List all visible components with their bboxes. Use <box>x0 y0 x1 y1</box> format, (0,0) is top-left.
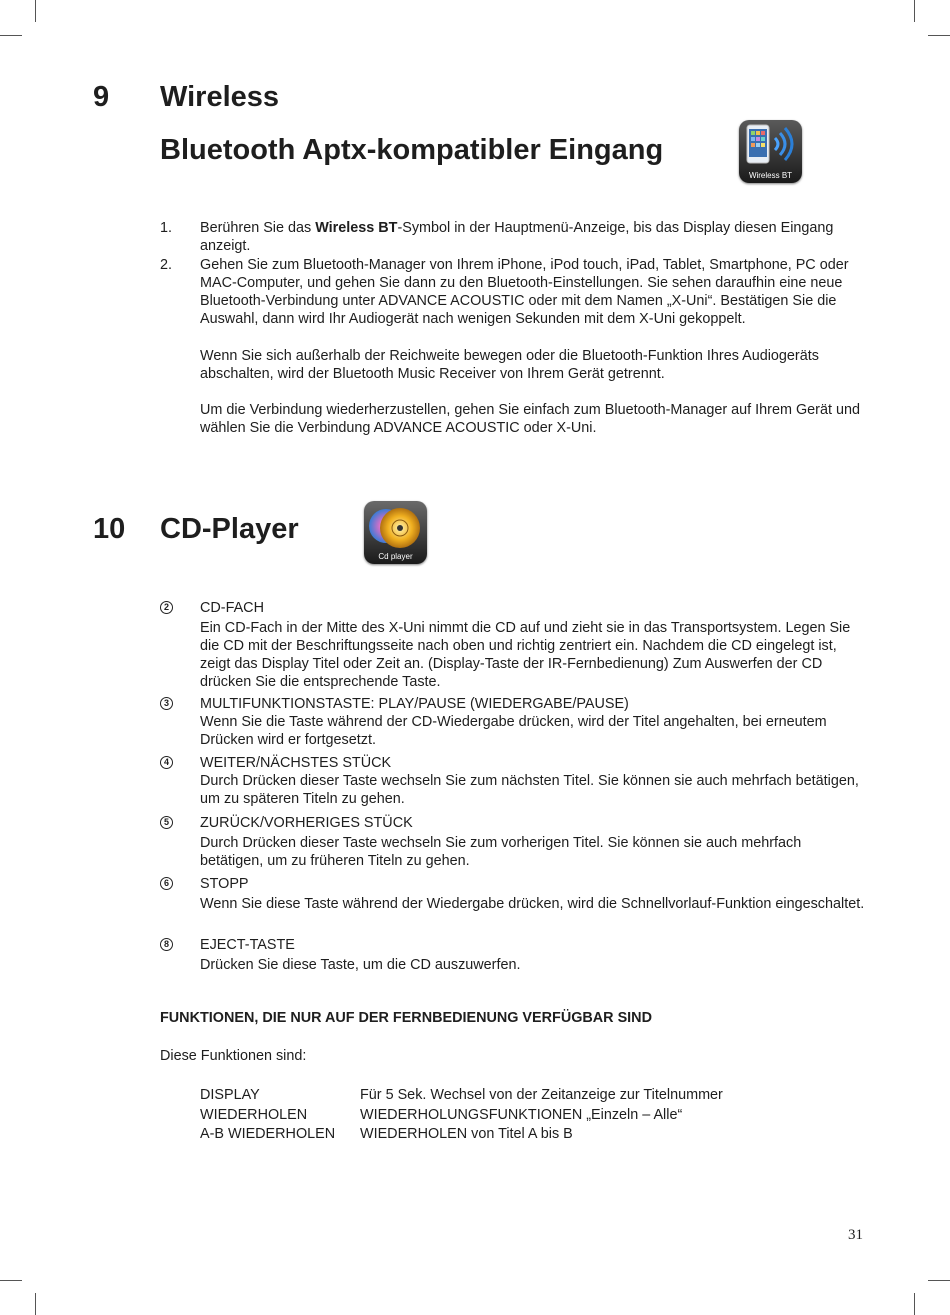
cd-item-eject <box>160 936 865 974</box>
section-9-number: 9 <box>93 81 110 113</box>
item-marker: 2 <box>160 601 173 614</box>
wireless-bt-icon-label: Wireless BT <box>748 171 793 180</box>
step-1 <box>160 219 865 255</box>
item-body: Wenn Sie diese Taste während der Wiedergabe drücken, wird die Schnellvorlauf-Funktion eingeschaltet. <box>200 896 865 912</box>
step-number: 1. <box>160 220 173 236</box>
step-text: Gehen Sie zum Bluetooth-Manager von Ihrem iPhone, iPod touch, iPad, Tablet, Smartphone, PC oder MAC-Computer, und gehen Sie dann zu den Bluetooth-Einstellungen. Sie sehen daraufhin eine neue Bluetooth-Verbindung unter ADVANCE ACOUSTIC oder mit dem Namen „X-Uni“. Bestätigen Sie die Auswahl, dann wird Ihr Audiogerät nach wenigen Sekunden mit dem X-Uni gekoppelt. <box>200 257 849 327</box>
paragraph: Um die Verbindung wiederherzustellen, gehen Sie einfach zum Bluetooth-Manager auf Ihrem Gerät und wählen Sie die Verbindung ADVANCE ACOUSTIC oder X-Uni. <box>200 402 860 436</box>
cd-item-next <box>160 754 865 808</box>
section-9-subtitle: Bluetooth Aptx-kompatibler Eingang <box>160 134 664 166</box>
cd-item-stop <box>160 875 865 913</box>
item-body: Wenn Sie die Taste während der CD-Wiedergabe drücken, wird der Titel angehalten, bei erneutem Drücken wird er fortgesetzt. <box>200 714 827 748</box>
crop-mark <box>914 0 915 22</box>
crop-mark <box>928 35 950 36</box>
item-heading: CD-FACH <box>200 600 264 616</box>
function-key: DISPLAY <box>200 1087 260 1103</box>
crop-mark <box>0 1280 22 1281</box>
item-heading: ZURÜCK/VORHERIGES STÜCK <box>200 815 413 831</box>
crop-mark <box>35 1293 36 1315</box>
function-key: WIEDERHOLEN <box>200 1106 308 1123</box>
paragraph: Wenn Sie sich außerhalb der Reichweite bewegen oder die Bluetooth-Funktion Ihres Audiogeräts abschalten, wird der Bluetooth Music Receiver von Ihrem Gerät getrennt. <box>200 348 819 382</box>
item-heading: EJECT-TASTE <box>200 937 295 953</box>
item-heading: MULTIFUNKTIONSTASTE: PLAY/PAUSE (WIEDERGABE/PAUSE) <box>200 696 629 712</box>
item-marker: 5 <box>160 816 173 829</box>
function-key: A-B WIEDERHOLEN <box>200 1126 336 1142</box>
item-marker: 6 <box>160 877 173 890</box>
cd-item-play-pause <box>160 695 865 749</box>
section-10-title: CD-Player <box>160 513 299 545</box>
item-body: Durch Drücken dieser Taste wechseln Sie zum vorherigen Titel. Sie können sie auch mehrfach betätigen, um zu früheren Titeln zu gehen. <box>200 835 802 869</box>
cd-item-previous <box>160 814 865 870</box>
function-desc: WIEDERHOLEN von Titel A bis B <box>360 1126 573 1142</box>
step-2 <box>160 256 865 328</box>
item-body: Ein CD-Fach in der Mitte des X-Uni nimmt die CD auf und zieht sie in das Transportsystem. Legen Sie die CD mit der Beschriftungsseite nach oben und richtig zentriert ein. Nachdem die CD eingelegt ist, zeigt das Display Titel oder Zeit an. (Display-Taste der IR-Fernbedienung) Zum Auswerfen der CD drücken Sie die entsprechende Taste. <box>200 620 851 690</box>
wireless-bt-icon <box>739 120 802 183</box>
function-row <box>200 1086 723 1106</box>
item-marker: 3 <box>160 697 173 710</box>
function-row <box>200 1106 723 1126</box>
function-desc: WIEDERHOLUNGSFUNKTIONEN „Einzeln – Alle“ <box>360 1106 683 1123</box>
crop-mark <box>0 35 22 36</box>
remote-functions-intro: Diese Funktionen sind: <box>160 1048 307 1064</box>
step-text-part: -Symbol in der Hauptmenü-Anzeige, bis das Display diesen Eingang anzeigt. <box>200 220 834 254</box>
item-heading: WEITER/NÄCHSTES STÜCK <box>200 755 392 771</box>
item-marker: 4 <box>160 756 173 769</box>
crop-mark <box>928 1280 950 1281</box>
step-text-bold: Wireless BT <box>315 220 398 236</box>
step-text <box>200 219 865 255</box>
crop-mark <box>914 1293 915 1315</box>
item-body: Drücken Sie diese Taste, um die CD auszuwerfen. <box>200 957 521 973</box>
cd-player-icon-label: Cd player <box>378 552 413 561</box>
item-marker: 8 <box>160 938 173 951</box>
page-number: 31 <box>848 1227 863 1243</box>
step-text-part: Berühren Sie das <box>200 220 316 236</box>
remote-functions-heading: FUNKTIONEN, DIE NUR AUF DER FERNBEDIENUNG VERFÜGBAR SIND <box>160 1010 652 1026</box>
function-desc: Für 5 Sek. Wechsel von der Zeitanzeige zur Titelnummer <box>360 1087 723 1103</box>
section-9-title: Wireless <box>160 81 280 113</box>
function-row <box>200 1125 723 1145</box>
step-number: 2. <box>160 257 173 273</box>
item-heading: STOPP <box>200 876 249 892</box>
section-10-number: 10 <box>93 513 126 545</box>
item-body: Durch Drücken dieser Taste wechseln Sie zum nächsten Titel. Sie können sie auch mehrfach betätigen, um zu späteren Titeln zu gehen. <box>200 773 859 807</box>
crop-mark <box>35 0 36 22</box>
cd-player-icon <box>364 501 427 564</box>
cd-item-cd-fach <box>160 599 865 691</box>
remote-functions-table <box>200 1086 723 1145</box>
